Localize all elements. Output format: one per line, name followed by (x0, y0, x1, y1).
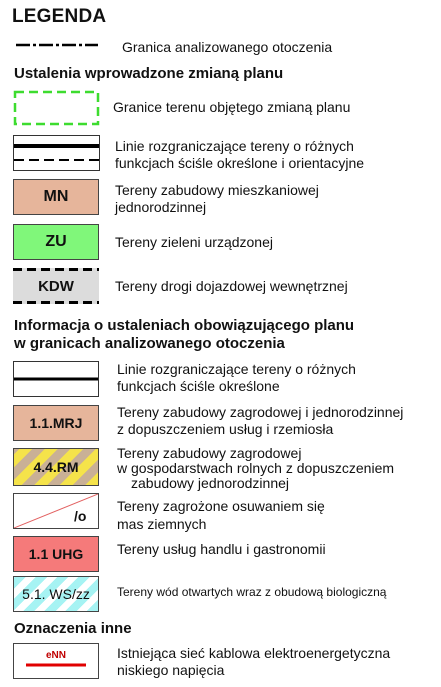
power-cable-label: Istniejąca sieć kablowa elektroenergetyczna niskiego napięcia (117, 645, 391, 678)
zu-area-symbol (13, 224, 99, 260)
section3-heading: Oznaczenia inne (14, 620, 132, 637)
ws-area-label: Tereny wód otwartych wraz z obudową biologiczną (117, 585, 387, 599)
kdw-road-symbol (13, 268, 99, 304)
kdw-road-label: Tereny drogi dojazdowej wewnętrznej (115, 278, 348, 294)
kdw-code: KDW (38, 278, 74, 295)
section1-heading: Ustalenia wprowadzone zmianą planu (14, 65, 284, 82)
uhg-area-label: Tereny usług handlu i gastronomii (117, 541, 326, 557)
rm-area-symbol (13, 448, 99, 486)
existing-demarcation-symbol (13, 361, 99, 397)
landslide-area-symbol (13, 493, 99, 529)
landslide-code: /o (74, 508, 87, 524)
demarcation-lines-symbol (13, 135, 100, 171)
ws-area-symbol (13, 576, 99, 612)
rm-area-label: Tereny zabudowy zagrodowej w gospodarstwach rolnych z dopuszczeniem zabudowy jednorodzinnej (117, 445, 395, 491)
power-cable-symbol (13, 643, 99, 679)
zu-area-label: Tereny zieleni urządzonej (115, 234, 273, 250)
mrj-code: 1.1.MRJ (29, 415, 83, 431)
ws-code: 5.1. WS/zz (22, 586, 90, 602)
change-area-boundary-symbol (13, 90, 100, 126)
mn-area-symbol (13, 179, 99, 215)
uhg-code: 1.1 UHG (28, 546, 84, 562)
mrj-area-symbol (13, 405, 99, 441)
existing-demarcation-label: Linie rozgraniczające tereny o różnych funkcjach ściśle określone (117, 361, 356, 394)
demarcation-lines-label: Linie rozgraniczające tereny o różnych funkcjach ściśle określone i orientacyjne (115, 138, 365, 171)
mn-code: MN (43, 188, 69, 205)
boundary-line-symbol (14, 38, 100, 52)
uhg-area-symbol (13, 536, 99, 572)
section2-heading: Informacja o ustaleniach obowiązującego planu w granicach analizowanego otoczenia (14, 317, 355, 352)
mn-area-label: Tereny zabudowy mieszkaniowej jednorodzinnej (115, 182, 319, 215)
rm-code: 4.4.RM (33, 459, 79, 475)
mrj-area-label: Tereny zabudowy zagrodowej i jednorodzinnej z dopuszczeniem usług i rzemiosła (117, 404, 404, 437)
boundary-line-label: Granica analizowanego otoczenia (122, 39, 333, 55)
change-area-boundary-label: Granice terenu objętego zmianą planu (113, 99, 351, 115)
landslide-area-label: Tereny zagrożone osuwaniem się mas ziemnych (117, 498, 325, 532)
zu-code: ZU (45, 233, 67, 250)
power-cable-code: eNN (45, 650, 66, 661)
legend-title: LEGENDA (12, 6, 107, 27)
